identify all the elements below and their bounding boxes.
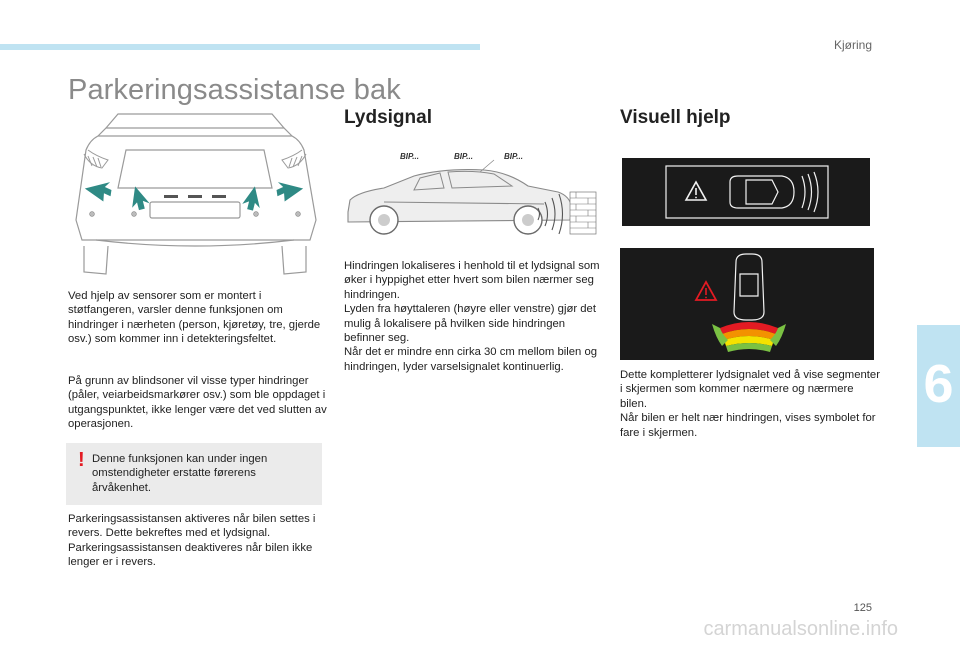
lydsignal-heading: Lydsignal xyxy=(344,107,432,128)
page-number: 125 xyxy=(853,602,872,614)
chapter-tab xyxy=(917,325,960,447)
header-accent-bar xyxy=(0,44,480,50)
section-label: Kjøring xyxy=(833,38,872,52)
rear-bumper-sensors-illustration xyxy=(66,110,324,278)
beep-label: BIP... xyxy=(504,152,523,161)
beep-label: BIP... xyxy=(454,152,473,161)
screen-top-view-illustration xyxy=(622,158,870,226)
beep-label: BIP... xyxy=(400,152,419,161)
screen-rear-zones-illustration xyxy=(620,248,874,360)
activation-text: Parkeringsassistansen aktiveres når bilen settes i revers. Dette bekreftes med et lydsignal. Parkeringsassistansen deaktiveres når bilen ikke lenger er i revers. xyxy=(68,513,316,569)
warning-box xyxy=(66,443,322,505)
blind-spot-paragraph: På grunn av blindsoner vil visse typer hindringer (påler, veiarbeidsmarkører osv.) som ble oppdaget i utgangspunktet, ikke lenger være det ved slutten av operasjonen. xyxy=(68,375,327,431)
visuell-text: Dette kompletterer lydsignalet ved å vise segmenter i skjermen som kommer nærmere og nærmere bilen. Når bilen er helt nær hindringen, vises symbolet for fare i skjermen. xyxy=(620,369,880,439)
warning-exclamation-icon: ! xyxy=(78,449,85,471)
lydsignal-text: Hindringen lokaliseres i henhold til et lydsignal som øker i hyppighet etter hvert som bilen nærmer seg hindringen. Lyden fra høyttaleren (høyre eller venstre) gjør det mulig å lokalisere på hvilken side hindringen befinner seg. Når det er mindre enn cirka 30 cm mellom bilen og hindringen, lyder varselsignalet kontinuerlig. xyxy=(344,260,600,373)
chapter-number: 6 xyxy=(923,354,954,414)
reversing-car-illustration xyxy=(344,142,598,242)
warning-text: Denne funksjonen kan under ingen omstendigheter erstatte førerens årvåkenhet. xyxy=(92,453,268,494)
activation-paragraph xyxy=(68,512,330,570)
page-title: Parkeringsassistanse bak xyxy=(68,74,401,106)
intro-paragraph: Ved hjelp av sensorer som er montert i støtfangeren, varsler denne funksjonen om hindringer i nærheten (person, kjøretøy, tre, gjerde osv.) som kommer inn i detekteringsfeltet. xyxy=(68,290,321,346)
visuell-heading: Visuell hjelp xyxy=(620,107,731,128)
watermark: carmanualsonline.info xyxy=(703,618,898,640)
